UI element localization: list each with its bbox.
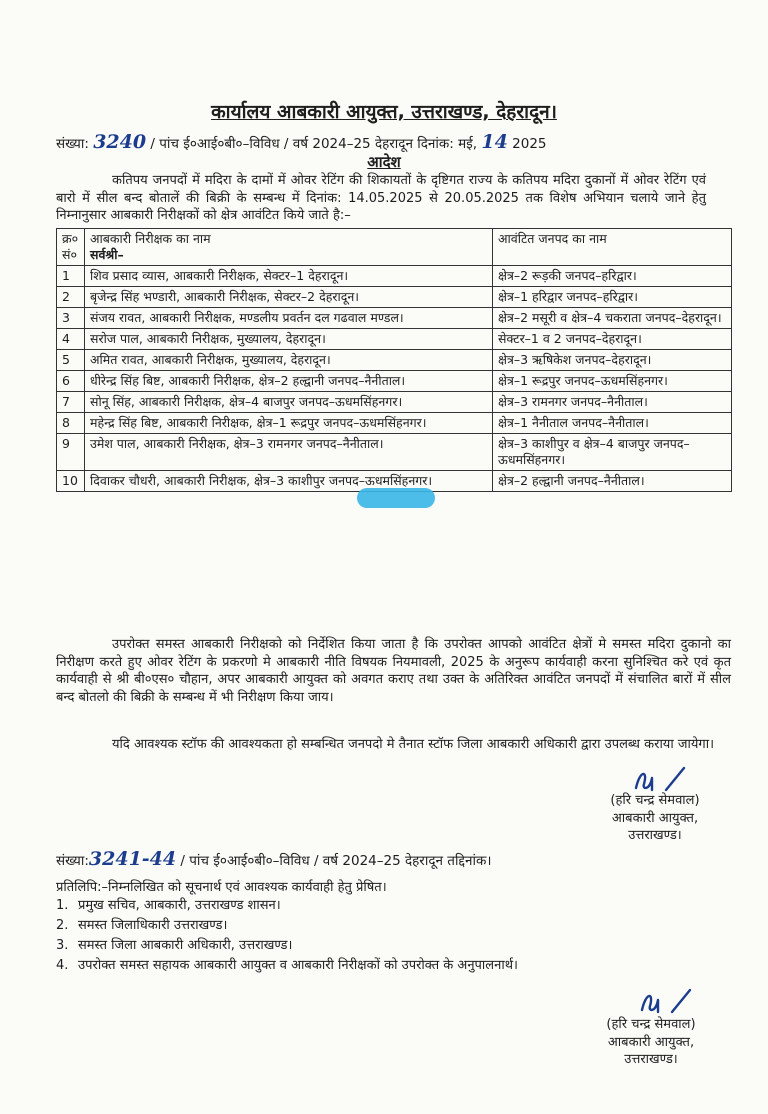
cell-district: क्षेत्र–3 काशीपुर व क्षेत्र–4 बाजपुर जनपद–ऊधमसिंहनगर। [493,434,732,471]
cell-serial: 4 [57,329,85,350]
table-body [57,266,732,492]
list-item [56,956,518,976]
ref-prefix: संख्या: [56,136,89,152]
recipient-number: 4. [56,958,69,973]
cell-district: क्षेत्र–2 रूड़की जनपद–हरिद्वार। [493,266,732,287]
direction-paragraph: उपरोक्त समस्त आबकारी निरीक्षको को निर्देशित किया जाता है कि उपरोक्त आपको आवंटित क्षेत्रों मे समस्त मदिरा दुकानो का निरीक्षण करते हुए ओवर रेटिंग के प्रकरणो मे आबकारी नीति विषयक नियमावली, 2025 के अनुरूप कार्यवाही करना सुनिश्चित करे एवं कृत कार्यवाही से श्री बी०एस० चौहान, अपर आबकारी आयुक्त को अवगत कराए तथा उक्त के अतिरिक्त आवंटित जनपदों में संचालित बारों में सील बन्द बोतलो की बिक्री के सम्बन्ध में भी निरीक्षण किया जाय। [56,637,731,705]
recipient-number: 2. [56,918,69,933]
cell-serial: 3 [57,308,85,329]
table-row [57,329,732,350]
cell-inspector: बृजेन्द्र सिंह भण्डारी, आबकारी निरीक्षक, सेक्टर–2 देहरादून। [85,287,493,308]
cell-inspector: संजय रावत, आबकारी निरीक्षक, मण्डलीय प्रवर्तन दल गढवाल मण्डल। [85,308,493,329]
cell-district: क्षेत्र–1 हरिद्वार जनपद–हरिद्वार। [493,287,732,308]
cell-district: क्षेत्र–1 नैनीताल जनपद–नैनीताल। [493,413,732,434]
cell-inspector: धीरेन्द्र सिंह बिष्ट, आबकारी निरीक्षक, क्षेत्र–2 हल्द्वानी जनपद–नैनीताल। [85,371,493,392]
signatory-name-2: (हरि चन्द्र सेमवाल) [606,1017,696,1032]
recipient-text: उपरोक्त समस्त सहायक आबकारी आयुक्त व आबकारी निरीक्षकों को उपरोक्त के अनुपालनार्थ। [78,958,518,973]
handwritten-date-day: 14 [481,131,508,153]
cell-inspector: शिव प्रसाद व्यास, आबकारी निरीक्षक, सेक्टर–1 देहरादून। [85,266,493,287]
table-row [57,413,732,434]
order-heading: आदेश [367,153,401,171]
signature-block [590,792,720,845]
header-inspector-label: आबकारी निरीक्षक का नाम [90,231,211,246]
recipient-text: प्रमुख सचिव, आबकारी, उत्तराखण्ड शासन। [78,898,281,913]
table-row [57,434,732,471]
copy-ref-details: / पांच ई०आई०बी०–विविध / वर्ष 2024–25 देहरादून तद्दिनांक। [180,853,492,869]
signatory-state-2: उत्तराखण्ड। [624,1052,678,1067]
cell-serial: 1 [57,266,85,287]
copy-ref-prefix: संख्या: [56,853,89,869]
recipient-number: 3. [56,938,69,953]
cell-district: क्षेत्र–1 रूद्रपुर जनपद–ऊधमसिंहनगर। [493,371,732,392]
signature-mark-2 [636,986,696,1018]
signatory-designation: आबकारी आयुक्त, [611,810,699,826]
reference-line [56,131,547,153]
list-item [56,936,518,956]
table-row [57,287,732,308]
list-item [56,916,518,936]
cell-serial: 10 [57,471,85,492]
staff-paragraph: यदि आवश्यक स्टॉफ की आवश्यकता हो सम्बन्धित जनपदो मे तैनात स्टॉफ जिला आबकारी अधिकारी द्वारा उपलब्ध कराया जायेगा। [112,737,715,752]
table-row [57,392,732,413]
cell-district: क्षेत्र–3 ऋषिकेश जनपद–देहरादून। [493,350,732,371]
cell-serial: 9 [57,434,85,471]
signatory-designation-2: आबकारी आयुक्त, [607,1034,695,1050]
office-title: कार्यालय आबकारी आयुक्त, उत्तराखण्ड, देहरादून। [211,101,557,123]
signatory-name: (हरि चन्द्र सेमवाल) [610,793,700,808]
cell-inspector: सरोज पाल, आबकारी निरीक्षक, मुख्यालय, देहरादून। [85,329,493,350]
cell-serial: 7 [57,392,85,413]
signatory-state: उत्तराखण्ड। [628,828,682,843]
cell-serial: 2 [57,287,85,308]
cell-serial: 8 [57,413,85,434]
handwritten-ref-number: 3240 [93,131,147,153]
cell-inspector: महेन्द्र सिंह बिष्ट, आबकारी निरीक्षक, क्षेत्र–1 रूद्रपुर जनपद–ऊधमसिंहनगर। [85,413,493,434]
cell-serial: 6 [57,371,85,392]
header-subheading: सर्वश्री– [90,247,124,262]
cell-district: क्षेत्र–2 मसूरी व क्षेत्र–4 चकराता जनपद–देहरादून। [493,308,732,329]
cell-district: क्षेत्र–2 हल्द्वानी जनपद–नैनीताल। [493,471,732,492]
cell-inspector: उमेश पाल, आबकारी निरीक्षक, क्षेत्र–3 रामनगर जनपद–नैनीताल। [85,434,493,471]
cell-district: सेक्टर–1 व 2 जनपद–देहरादून। [493,329,732,350]
header-serial: क्र० सं० [57,229,85,266]
cell-district: क्षेत्र–3 रामनगर जनपद–नैनीताल। [493,392,732,413]
handwritten-copy-ref-number: 3241-44 [88,848,177,870]
recipient-list [56,896,518,976]
intro-paragraph: कतिपय जनपदों में मदिरा के दामों में ओवर रेटिंग की शिकायतों के दृष्टिगत राज्य के कतिपय मदिरा दुकानों में ओवर रेटिंग एवं बारो में सील बन्द बोतालें की बिक्री के सम्बन्ध में दिनांक: 14.05.2025 से 20.05.2025 तक विशेष अभियान चलाये जाने हेतु निम्नानुसार आबकारी निरीक्षकों को क्षेत्र आवंटित किये जाते है:– [56,173,706,223]
table-row [57,308,732,329]
table-row [57,266,732,287]
signature-block-2 [586,1016,716,1069]
ref-details: / पांच ई०आई०बी०–विविध / वर्ष 2024–25 देहरादून दिनांक: मई, [150,136,478,152]
header-district: आवंटित जनपद का नाम [493,229,732,266]
cell-inspector: दिवाकर चौधरी, आबकारी निरीक्षक, क्षेत्र–3 काशीपुर जनपद–ऊधमसिंहनगर। [85,471,493,492]
copy-reference-line [56,848,491,870]
list-item [56,896,518,916]
recipient-text: समस्त जिलाधिकारी उत्तराखण्ड। [78,918,228,933]
ref-year: 2025 [512,136,547,152]
header-inspector [85,229,493,266]
redaction-mark [357,488,435,508]
table-row [57,371,732,392]
allocation-table [56,228,732,492]
table-row [57,350,732,371]
cell-serial: 5 [57,350,85,371]
recipient-number: 1. [56,898,69,913]
table-header-row [57,229,732,266]
recipient-text: समस्त जिला आबकारी अधिकारी, उत्तराखण्ड। [78,938,293,953]
cell-inspector: अमित रावत, आबकारी निरीक्षक, मुख्यालय, देहरादून। [85,350,493,371]
copy-heading: प्रतिलिपि:–निम्नलिखित को सूचनार्थ एवं आवश्यक कार्यवाही हेतु प्रेषित। [56,880,387,895]
cell-inspector: सोनू सिंह, आबकारी निरीक्षक, क्षेत्र–4 बाजपुर जनपद–ऊधमसिंहनगर। [85,392,493,413]
